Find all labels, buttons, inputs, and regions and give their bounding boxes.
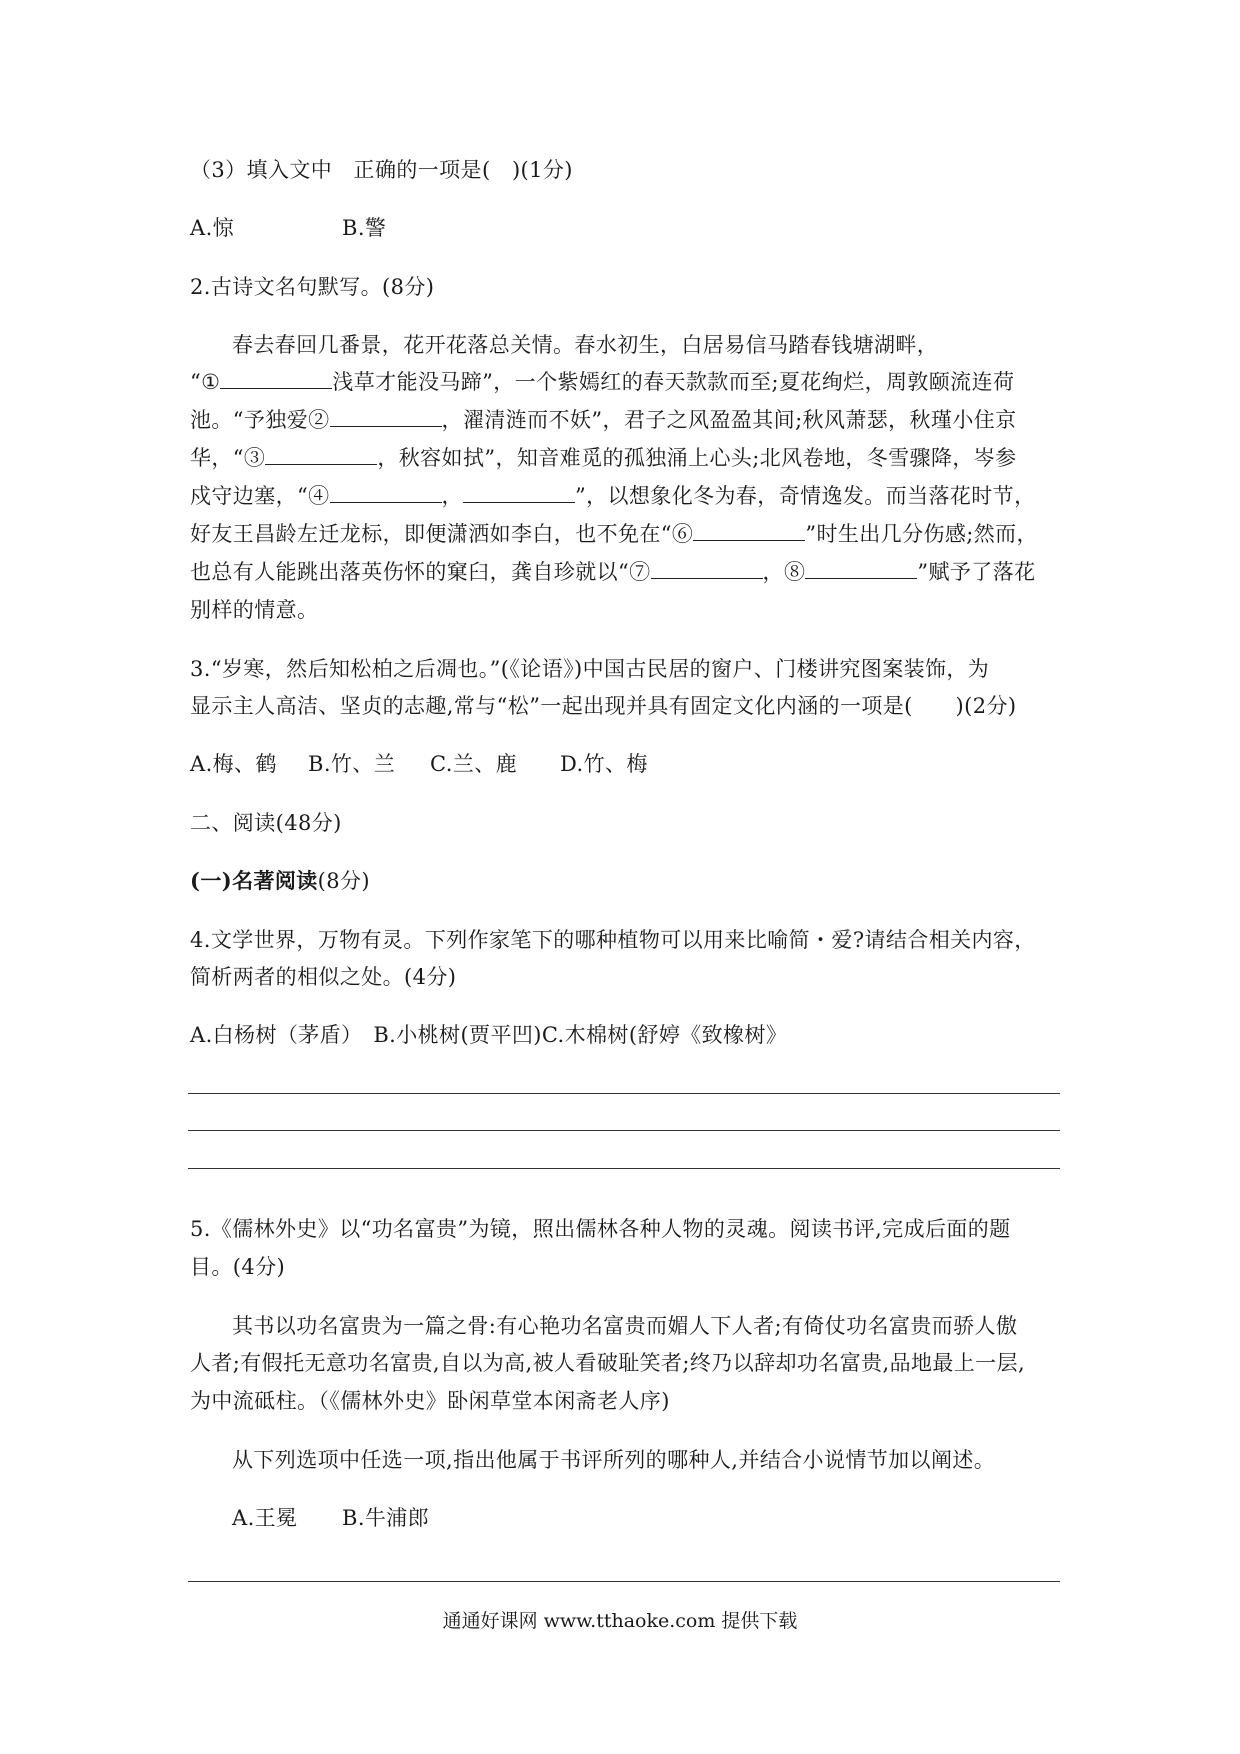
q2-passage-line-1: 春去春回几番景，花开花落总关情。春水初生，白居易信马踏春钱塘湖畔， <box>232 333 939 357</box>
footer-text: 通通好课网 www.tthaoke.com 提供下载 <box>442 1610 798 1632</box>
answer-line-3[interactable] <box>188 1168 1060 1169</box>
section-2-subtitle <box>190 866 370 896</box>
review-line-2: 人者;有假托无意功名富贵,自以为高,被人看破耻笑者;终乃以辞却功名富贵,品地最上一层, <box>190 1351 1026 1375</box>
q2-passage-line-3: 池。“予独爱② ，濯清涟而不妖”，君子之风盈盈其间;秋风萧瑟，秋瑾小住京 <box>190 408 1017 432</box>
section-2-title: 二、阅读(48分) <box>190 811 342 835</box>
question-5-line-1: 5.《儒林外史》以“功名富贵”为镜，照出儒林各种人物的灵魂。阅读书评,完成后面的题 <box>190 1217 1011 1241</box>
option-a: A.王冕 <box>232 1506 298 1530</box>
option-b: B.牛浦郎 <box>342 1506 430 1530</box>
fill-blank-4[interactable] <box>330 482 442 503</box>
question-3-sub: （3）填入文中 正确的一项是( )(1分) <box>190 158 573 182</box>
q2-passage-line-4: 华，“③ ，秋容如拭”，知音难觅的孤独涌上心头;北风卷地，冬雪骤降，岑参 <box>190 446 1017 470</box>
review-line-1: 其书以功名富贵为一篇之骨:有心艳功名富贵而媚人下人者;有倚仗功名富贵而骄人傲 <box>232 1314 1018 1338</box>
q2-passage-line-2: “① 浅草才能没马蹄”，一个紫嫣红的春天款款而至;夏花绚烂，周敦颐流连荷 <box>190 370 1015 394</box>
question-5-line-2: 目。(4分) <box>190 1255 286 1279</box>
option-a: A.惊 <box>190 216 235 240</box>
question-3-line-2: 显示主人高洁、坚贞的志趣,常与“松”一起出现并具有固定文化内涵的一项是( )(2分) <box>190 694 1017 718</box>
question-3-options <box>190 749 648 779</box>
footer-divider <box>188 1581 1060 1582</box>
subtitle-bold: (一)名著阅读 <box>190 868 318 893</box>
question-4-options: A.白杨树（茅盾） B.小桃树(贾平凹)C.木棉树(舒婷《致橡树》 <box>190 1023 788 1047</box>
q2-passage-line-5: 戍守边塞，“④ ， ”，以想象化冬为春，奇情逸发。而当落花时节， <box>190 484 1036 508</box>
fill-blank-6[interactable] <box>693 520 805 541</box>
question-3-line-1: 3.“岁寒，然后知松柏之后凋也。”(《论语》)中国古民居的窗户、门楼讲究图案装饰，为 <box>190 657 990 681</box>
question-4-line-2: 简析两者的相似之处。(4分) <box>190 965 457 989</box>
question-4-line-1: 4.文学世界，万物有灵。下列作家笔下的哪种植物可以用来比喻简・爱?请结合相关内容， <box>190 928 1036 952</box>
answer-line-1[interactable] <box>188 1093 1060 1094</box>
question-3-sub-options <box>190 213 386 243</box>
option-d: D.竹、梅 <box>560 752 648 776</box>
fill-blank-3[interactable] <box>265 444 377 465</box>
fill-blank-2[interactable] <box>330 406 442 427</box>
q2-passage-line-8: 别样的情意。 <box>190 598 319 622</box>
option-a: A.梅、鹤 <box>190 752 277 776</box>
option-b: B.竹、兰 <box>308 752 396 776</box>
review-line-3: 为中流砥柱。（《儒林外史》卧闲草堂本闲斋老人序) <box>190 1389 670 1413</box>
fill-blank-7[interactable] <box>651 558 763 579</box>
fill-blank-8[interactable] <box>805 558 917 579</box>
fill-blank-5[interactable] <box>463 482 575 503</box>
subtitle-score: (8分) <box>317 869 371 893</box>
answer-line-2[interactable] <box>188 1130 1060 1131</box>
question-2-title: 2.古诗文名句默写。(8分) <box>190 275 435 299</box>
option-c: C.兰、鹿 <box>430 752 517 776</box>
question-5-instruction: 从下列选项中任选一项,指出他属于书评所列的哪种人,并结合小说情节加以阐述。 <box>232 1448 996 1472</box>
q2-passage-line-6: 好友王昌龄左迁龙标，即便潇洒如李白，也不免在“⑥ ”时生出几分伤感;然而， <box>190 522 1038 546</box>
option-b: B.警 <box>342 216 387 240</box>
fill-blank-1[interactable] <box>220 368 332 389</box>
q2-passage-line-7: 也总有人能跳出落英伤怀的窠臼，龚自珍就以“⑦ ，⑧ ”赋予了落花 <box>190 560 1036 584</box>
question-5-options <box>232 1503 429 1533</box>
